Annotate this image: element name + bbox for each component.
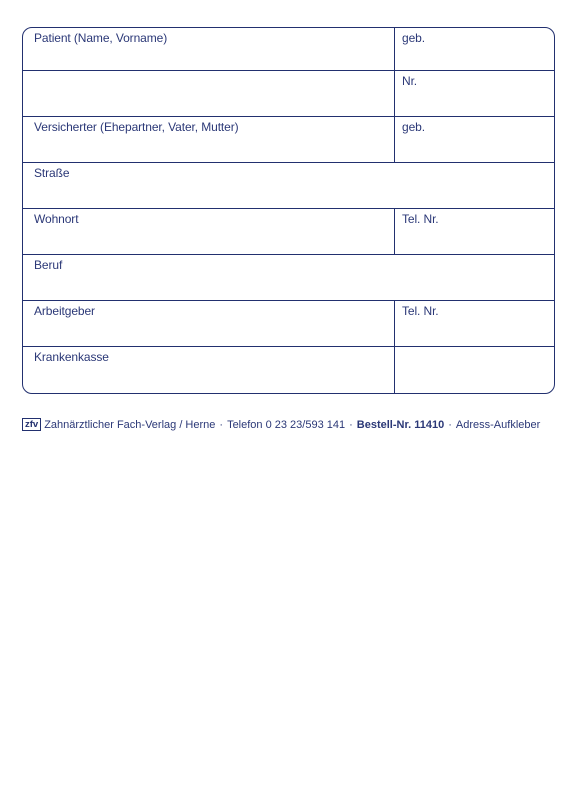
city-field[interactable]	[23, 209, 394, 254]
employer-label: Arbeitgeber	[34, 304, 95, 318]
form-row-number	[23, 71, 554, 117]
publisher-name: Zahnärztlicher Fach-Verlag / Herne	[44, 418, 216, 431]
number-label: Nr.	[402, 74, 418, 88]
employer-field[interactable]	[23, 301, 394, 346]
street-label: Straße	[34, 166, 70, 180]
occupation-field[interactable]	[23, 255, 554, 300]
form-row-street	[23, 163, 554, 209]
patient-extra-field[interactable]	[23, 71, 394, 116]
separator-dot: ·	[448, 418, 452, 431]
form-row-occupation	[23, 255, 554, 301]
separator-dot: ·	[349, 418, 353, 431]
employer-phone-field[interactable]	[394, 301, 554, 346]
publisher-footer	[22, 418, 540, 431]
form-row-employer	[23, 301, 554, 347]
form-row-insured	[23, 117, 554, 163]
insurance-extra-field[interactable]	[394, 347, 554, 393]
patient-name-field[interactable]	[23, 28, 394, 70]
insured-birthdate-field[interactable]	[394, 117, 554, 162]
patient-birthdate-field[interactable]	[394, 28, 554, 70]
patient-name-label: Patient (Name, Vorname)	[34, 31, 168, 45]
publisher-phone: Telefon 0 23 23/593 141	[227, 418, 346, 431]
zfv-logo: zfv	[22, 418, 41, 431]
street-field[interactable]	[23, 163, 554, 208]
product-name: Adress-Aufkleber	[455, 418, 541, 431]
city-phone-label: Tel. Nr.	[402, 212, 439, 226]
separator-dot: ·	[219, 418, 224, 431]
employer-phone-label: Tel. Nr.	[402, 304, 439, 318]
patient-birthdate-label: geb.	[402, 31, 425, 45]
insured-name-label: Versicherter (Ehepartner, Vater, Mutter)	[34, 120, 239, 134]
city-phone-field[interactable]	[394, 209, 554, 254]
order-number: Bestell-Nr. 11410	[356, 418, 445, 431]
form-row-patient	[23, 28, 554, 71]
insured-birthdate-label: geb.	[402, 120, 425, 134]
form-row-city	[23, 209, 554, 255]
occupation-label: Beruf	[34, 258, 63, 272]
insurance-field[interactable]	[23, 347, 394, 393]
city-label: Wohnort	[34, 212, 79, 226]
form-row-insurance	[23, 347, 554, 393]
number-field[interactable]	[394, 71, 554, 116]
insurance-label: Krankenkasse	[34, 350, 109, 364]
insured-name-field[interactable]	[23, 117, 394, 162]
address-label-form	[22, 27, 555, 394]
